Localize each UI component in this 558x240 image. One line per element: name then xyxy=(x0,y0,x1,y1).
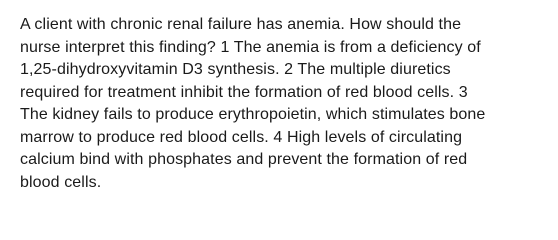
text-line: blood cells. xyxy=(20,173,102,191)
question-text xyxy=(20,14,550,194)
text-line: required for treatment inhibit the formation of red blood cells. 3 xyxy=(20,83,468,101)
text-line: nurse interpret this finding? 1 The anemia is from a deficiency of xyxy=(20,38,481,56)
text-line: 1,25-dihydroxyvitamin D3 synthesis. 2 The multiple diuretics xyxy=(20,61,451,78)
text-line: calcium bind with phosphates and prevent the formation of red xyxy=(20,151,468,168)
text-line: marrow to produce red blood cells. 4 High levels of circulating xyxy=(20,128,463,146)
text-line: The kidney fails to produce erythropoietin, which stimulates bone xyxy=(20,106,486,123)
text-line: A client with chronic renal failure has anemia. How should the xyxy=(20,16,462,33)
